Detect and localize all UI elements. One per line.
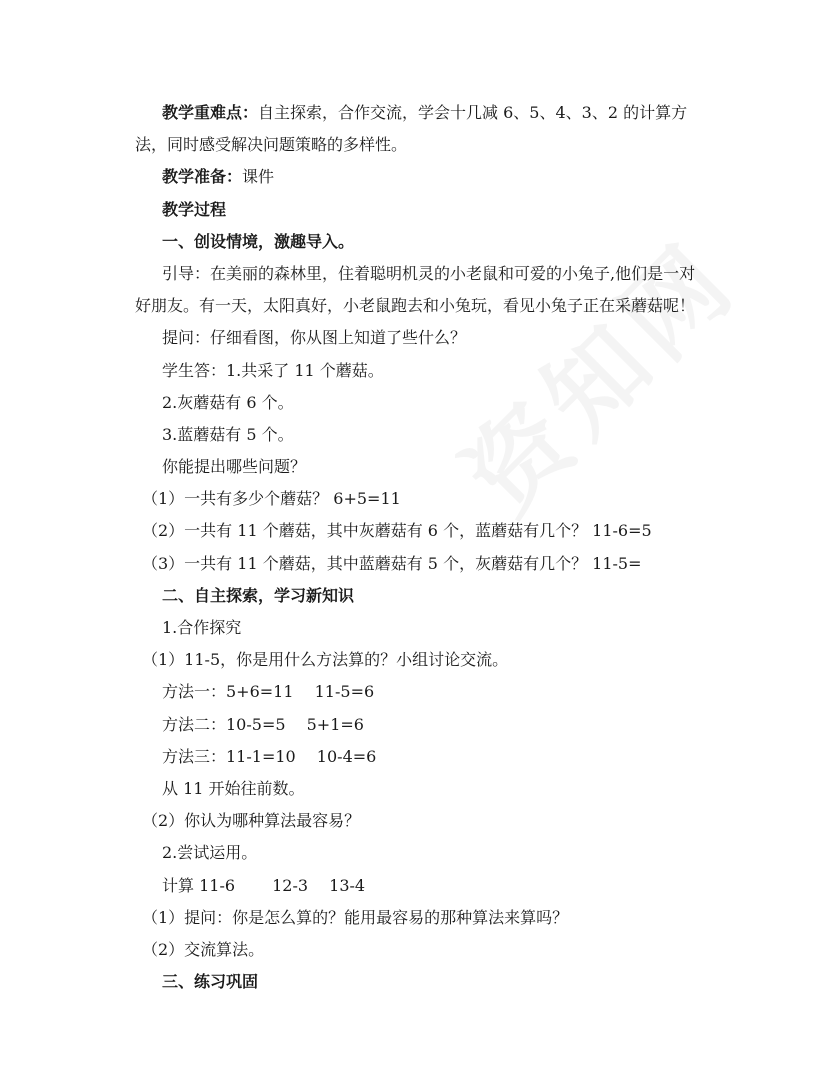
count-forward: 从 11 开始往前数。 <box>162 778 305 798</box>
process-title: 教学过程 <box>162 199 227 219</box>
prep-line <box>135 161 705 193</box>
focus-line-1 <box>135 97 705 129</box>
question-1: 提问：仔细看图，你从图上知道了些什么？ <box>162 328 467 348</box>
method-3: 方法三：11-1=10 10-4=6 <box>162 746 377 766</box>
answer-2: 2.灰蘑菇有 6 个。 <box>162 392 294 412</box>
section2-title: 二、自主探索，学习新知识 <box>162 585 355 605</box>
prep-label: 教学准备： <box>162 167 243 187</box>
try-title: 2.尝试运用。 <box>162 843 258 863</box>
problem-2: （2）一共有 11 个蘑菇，其中灰蘑菇有 6 个，蓝蘑菇有几个？ 11-6=5 <box>142 521 652 541</box>
answer-1: 学生答：1.共采了 11 个蘑菇。 <box>162 360 384 380</box>
section1-title: 一、创设情境，激趣导入。 <box>162 231 355 251</box>
try-question-2: （2）交流算法。 <box>142 939 265 959</box>
document-body <box>135 97 705 998</box>
prep-text: 课件 <box>242 167 275 187</box>
problem-3: （3）一共有 11 个蘑菇，其中蓝蘑菇有 5 个，灰蘑菇有几个？ 11-5= <box>142 553 642 573</box>
coop-title: 1.合作探究 <box>162 618 242 637</box>
calc-line: 计算 11-6 12-3 13-4 <box>162 875 366 895</box>
focus-label: 教学重难点： <box>162 103 259 122</box>
coop-question-2: （2）你认为哪种算法最容易？ <box>142 811 361 831</box>
problem-1: （1）一共有多少个蘑菇？ 6+5=11 <box>142 489 401 509</box>
focus-text-1: 自主探索，合作交流，学会十几减 6、5、4、3、2 的计算方 <box>258 103 688 122</box>
method-1: 方法一：5+6=11 11-5=6 <box>162 682 375 702</box>
answer-3: 3.蓝蘑菇有 5 个。 <box>162 424 294 444</box>
ask-problems: 你能提出哪些问题？ <box>162 457 307 477</box>
intro-line-1: 引导：在美丽的森林里，住着聪明机灵的小老鼠和可爱的小兔子,他们是一对 <box>162 263 696 283</box>
intro-line-2: 好朋友。有一天，太阳真好，小老鼠跑去和小兔玩，看见小兔子正在采蘑菇呢！ <box>135 296 696 316</box>
coop-question-1: （1）11-5，你是用什么方法算的？小组讨论交流。 <box>142 650 509 670</box>
section3-title: 三、练习巩固 <box>162 972 259 992</box>
focus-line-2: 法，同时感受解决问题策略的多样性。 <box>135 135 408 155</box>
try-question-1: （1）提问：你是怎么算的？能用最容易的那种算法来算吗？ <box>142 907 569 927</box>
method-2: 方法二：10-5=5 5+1=6 <box>162 714 364 734</box>
